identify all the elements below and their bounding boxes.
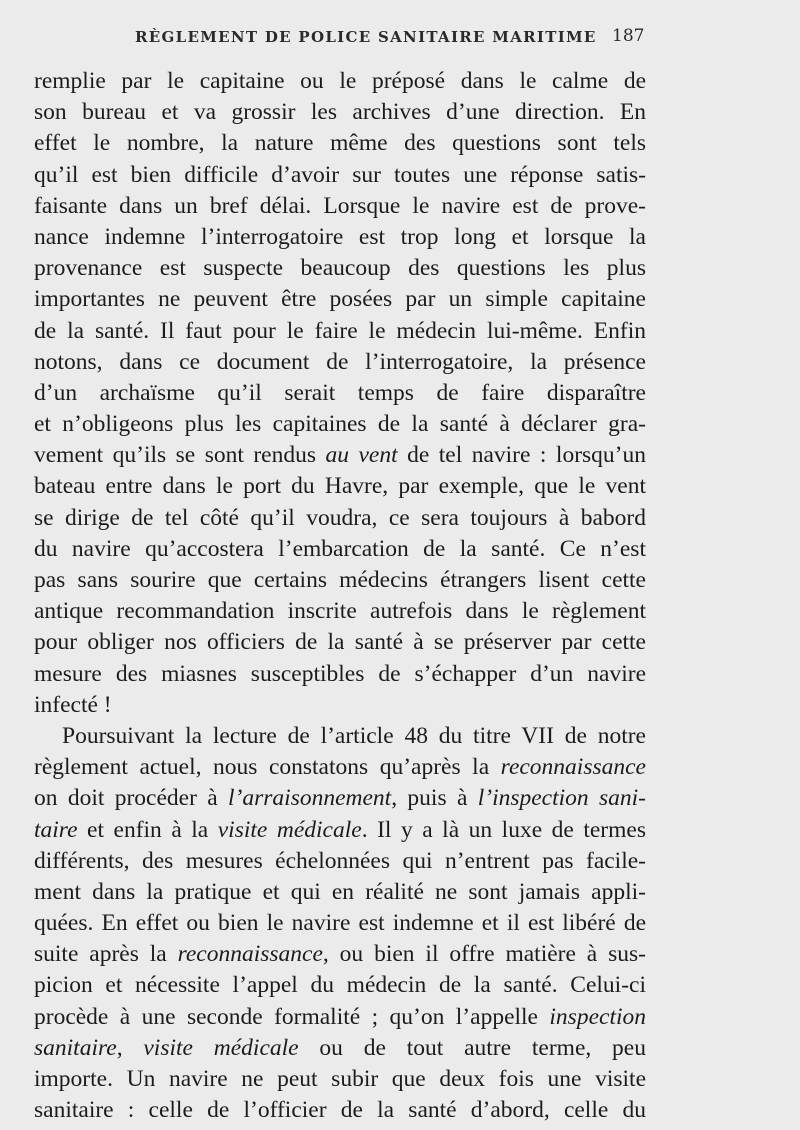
text-line: infecté ! [34,691,112,718]
running-title: RÈGLEMENT DE POLICE SANITAIRE MARITIME [135,28,597,46]
text-line: Poursuivant la lecture de l’article 48 du titre VII de notre [62,722,646,749]
text-line: sanitaire, visite médicale ou de tout autre terme, peu [34,1034,646,1061]
italic-term: visite médicale [217,816,362,843]
text-line: suite après la reconnaissance, ou bien il offre matière à sus- [34,941,646,968]
italic-term: reconnaissance [500,754,646,781]
italic-term: reconnaissance [177,941,323,968]
italic-term: l’arraisonnement [228,785,392,812]
text-line: antique recommandation inscrite autrefois dans le règlement [34,598,646,625]
text-line: se dirige de tel côté qu’il voudra, ce sera toujours à babord [34,504,646,531]
page-header [0,28,800,56]
text-line: quées. En effet ou bien le navire est indemne et il est libéré de [34,910,646,937]
text-line: mesure des miasnes susceptibles de s’échapper d’un navire [34,660,646,687]
text-line: procède à une seconde formalité ; qu’on l’appelle inspection [34,1003,646,1030]
italic-term: au vent [325,442,398,469]
text-line: qu’il est bien difficile d’avoir sur toutes une réponse satis- [34,161,646,188]
text-line: nance indemne l’interrogatoire est trop long et lorsque la [34,223,646,250]
text-line: importantes ne peuvent être posées par un simple capitaine [34,286,646,313]
text-line: pas sans sourire que certains médecins étrangers lisent cette [34,567,646,593]
text-line: effet le nombre, la nature même des questions sont tels [34,130,646,157]
italic-term: inspection [549,1003,646,1030]
text-line: remplie par le capitaine ou le préposé dans le calme de [34,68,646,94]
text-line: différents, des mesures échelonnées qui n’entrent pas facile- [34,847,646,874]
text-line: vement qu’ils se sont rendus au vent de tel navire : lorsqu’un [34,442,647,469]
italic-term: sanitaire [34,1034,117,1061]
text-line: ment dans la pratique et qui en réalité ne sont jamais appli- [34,878,646,905]
italic-term: taire [34,816,78,843]
text-line: bateau entre dans le port du Havre, par exemple, que le vent [34,473,646,500]
text-line: sanitaire : celle de l’officier de la santé d’abord, celle du [34,1097,646,1124]
text-line: son bureau et va grossir les archives d’une direction. En [34,99,646,126]
text-line: faisante dans un bref délai. Lorsque le navire est de prove- [34,192,646,219]
text-line: d’un archaïsme qu’il serait temps de faire disparaître [34,379,646,406]
text-line: règlement actuel, nous constatons qu’après la reconnaissance [34,754,646,781]
text-line: taire et enfin à la visite médicale. Il y a là un luxe de termes [34,816,646,843]
text-line: notons, dans ce document de l’interrogatoire, la présence [34,348,646,375]
text-line: importe. Un navire ne peut subir que deux fois une visite [34,1066,646,1092]
text-line: picion et nécessite l’appel du médecin de la santé. Celui-ci [34,972,646,999]
italic-term: visite médicale [143,1034,299,1061]
text-line: pour obliger nos officiers de la santé à se préserver par cette [34,629,646,656]
text-line: du navire qu’accostera l’embarcation de la santé. Ce n’est [34,535,646,562]
text-line: on doit procéder à l’arraisonnement, puis à l’inspection sani- [34,785,647,812]
body-text [34,66,646,1126]
page-number: 187 [612,26,645,46]
text-line: et n’obligeons plus les capitaines de la santé à déclarer gra- [34,411,646,438]
text-line: provenance est suspecte beaucoup des questions les plus [34,255,646,282]
italic-term: l’inspection sani- [477,785,647,812]
text-line: de la santé. Il faut pour le faire le médecin lui-même. Enfin [34,317,646,344]
